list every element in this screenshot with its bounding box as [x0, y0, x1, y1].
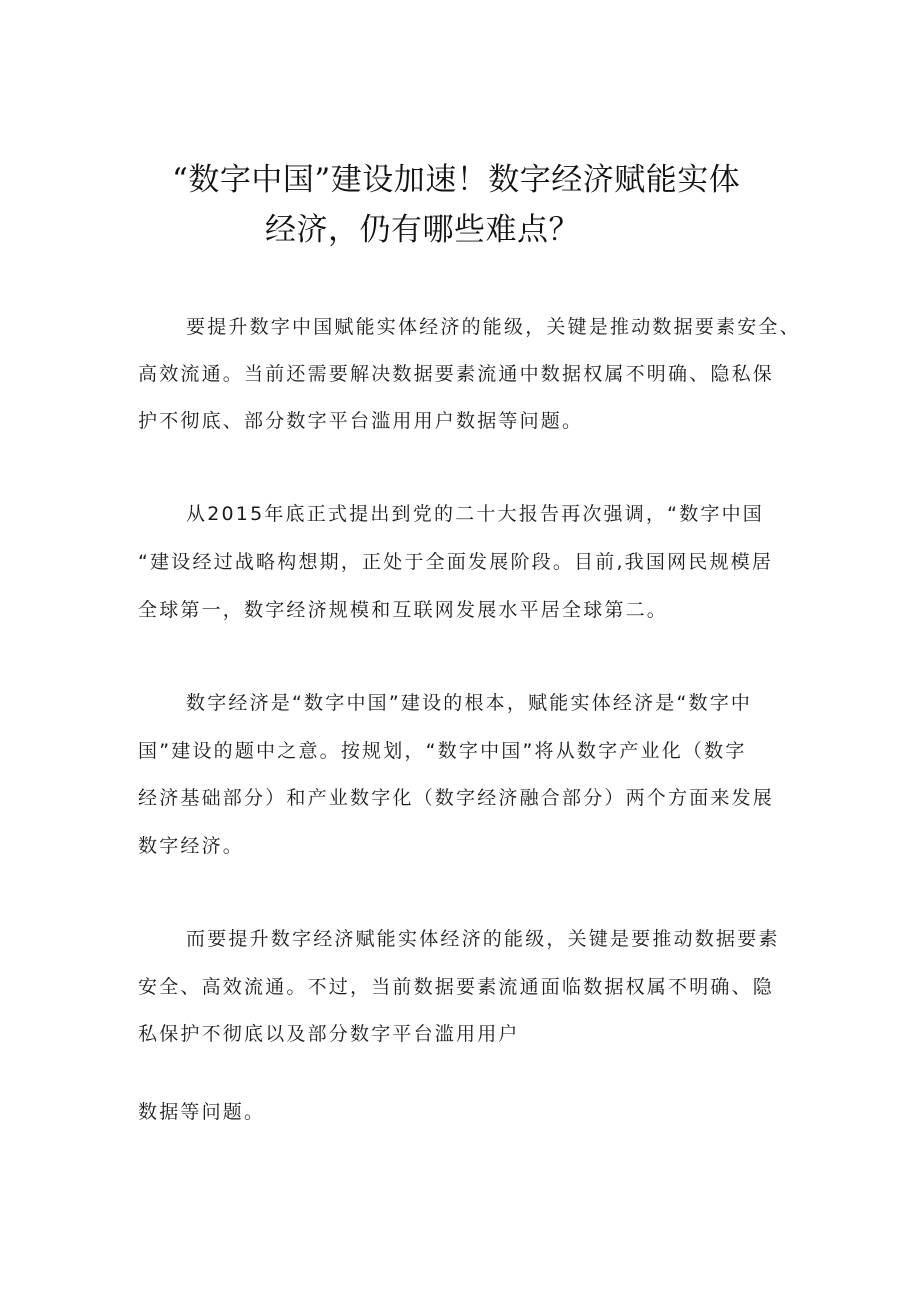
paragraph-2-line-3: 全球第一，数字经济规模和互联网发展水平居全球第二。 [138, 599, 669, 621]
article-title-line-1: “数字中国”建设加速！数字经济赋能实体 [172, 162, 741, 198]
paragraph-3-line-2: 国”建设的题中之意。按规划，“数字中国”将从数字产业化（数字 [138, 740, 747, 762]
paragraph-4-line-1: 而要提升数字经济赋能实体经济的能级，关键是要推动数据要素 [186, 928, 780, 950]
paragraph-1-line-3: 护不彻底、部分数字平台滥用用户数据等问题。 [138, 410, 584, 432]
paragraph-3-line-1: 数字经济是“数字中国”建设的根本，赋能实体经济是“数字中 [186, 692, 753, 714]
paragraph-3-line-3: 经济基础部分）和产业数字化（数字经济融合部分）两个方面来发展 [138, 787, 775, 809]
paragraph-1-line-2: 高效流通。当前还需要解决数据要素流通中数据权属不明确、隐私保 [138, 363, 775, 385]
paragraph-4-line-2: 安全、高效流通。不过，当前数据要素流通面临数据权属不明确、隐 [138, 976, 775, 998]
paragraph-1-line-1: 要提升数字中国赋能实体经济的能级，关键是推动数据要素安全、 [186, 316, 801, 338]
paragraph-2-line-2: “建设经过战略构想期，正处于全面发展阶段。目前,我国网民规模居 [138, 551, 774, 573]
paragraph-2-line-1: 从2015年底正式提出到党的二十大报告再次强调，“数字中国 [186, 503, 764, 525]
paragraph-4-line-3: 私保护不彻底以及部分数字平台滥用用户 [138, 1023, 520, 1045]
paragraph-3-line-4: 数字经济。 [138, 835, 245, 857]
article-title-line-2: 经济，仍有哪些难点？ [265, 212, 580, 248]
paragraph-5-line-1: 数据等问题。 [138, 1101, 266, 1123]
